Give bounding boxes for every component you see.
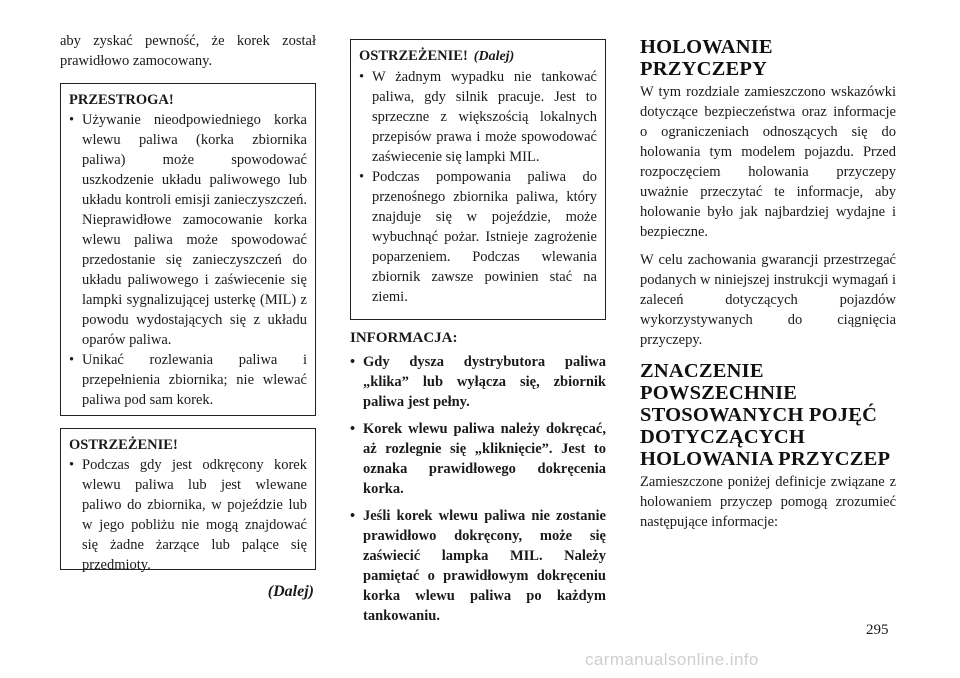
caution-list bbox=[69, 110, 307, 410]
section-heading-definitions: ZNACZENIE POWSZECHNIE STOSOWANYCH POJĘĆ DOTYCZĄCYCH HOLOWANIA PRZYCZEP bbox=[640, 360, 891, 470]
warning-box bbox=[60, 428, 316, 573]
warning-item: • W żadnym wypadku nie tankować paliwa, gdy silnik pracuje. Jest to sprzeczne z większością lokalnych przepisów prawa i może spowodować zaświecenie się lampki MIL. bbox=[359, 67, 597, 167]
warning-item: • Podczas gdy jest odkręcony korek wlewu paliwa lub jest wlewane paliwo do zbiornika, w pojeździe lub w jego pobliżu nie mogą znajdować się żadne żarzące lub palące się przedmioty. bbox=[69, 455, 307, 575]
warning-title: OSTRZEŻENIE! bbox=[69, 437, 178, 453]
caution-box bbox=[60, 83, 316, 416]
warning-list bbox=[69, 455, 307, 575]
continued-label: (Dalej) bbox=[267, 583, 314, 600]
info-title: INFORMACJA: bbox=[350, 330, 458, 346]
info-list bbox=[350, 352, 606, 626]
towing-paragraph: W tym rozdziale zamieszczono wskazówki dotyczące bezpieczeństwa oraz informacje o ograniczeniach odnoszących się do holowania tym modelem pojazdu. Przed rozpoczęciem holowania przyczepy uważnie przeczytać te informacje, aby holowanie było jak najbardziej wydajne i bezpieczne. bbox=[640, 84, 896, 240]
definitions-paragraph: Zamieszczone poniżej definicje związane z holowaniem przyczep pomogą zrozumieć następujące informacje: bbox=[640, 474, 896, 530]
caution-title: PRZESTROGA! bbox=[69, 92, 174, 108]
warning-item: • Podczas pompowania paliwa do przenośnego zbiornika paliwa, który znajduje się w pojeździe, może wybuchnąć pożar. Istnieje zagrożenie poparzeniem. Podczas wlewania zbiornik zawsze powinien stać na ziemi. bbox=[359, 167, 597, 307]
caution-item: • Unikać rozlewania paliwa i przepełnienia zbiornika; nie wlewać paliwa pod sam korek. bbox=[69, 350, 307, 410]
info-item: • Gdy dysza dystrybutora paliwa „klika” lub wyłącza się, zbiornik paliwa jest pełny. bbox=[350, 352, 606, 412]
warning-continued-label: (Dalej) bbox=[473, 49, 515, 64]
info-item: • Jeśli korek wlewu paliwa nie zostanie prawidłowo dokręcony, może się zaświecić lampka MIL. Należy pamiętać o prawidłowym dokręceniu korka wlewu paliwa po każdym tankowaniu. bbox=[350, 506, 606, 626]
warning-list bbox=[359, 67, 597, 307]
warning-title bbox=[359, 46, 597, 67]
warning-title-text: OSTRZEŻENIE! bbox=[359, 48, 468, 64]
warranty-paragraph: W celu zachowania gwarancji przestrzegać podanych w niniejszej instrukcji wymagań i zaleceń dotyczących pojazdów wykorzystywanych do ciągnięcia przyczepy. bbox=[640, 252, 896, 348]
section-heading-towing: HOLOWANIE PRZYCZEPY bbox=[640, 36, 773, 80]
intro-paragraph: aby zyskać pewność, że korek został prawidłowo zamocowany. bbox=[60, 33, 316, 69]
warning-box-continued bbox=[350, 39, 606, 320]
column-right bbox=[640, 0, 896, 532]
column-middle bbox=[350, 0, 606, 633]
watermark: carmanualsonline.info bbox=[585, 650, 759, 669]
caution-item: • Używanie nieodpowiedniego korka wlewu paliwa (korka zbiornika paliwa) może spowodować uszkodzenie układu paliwowego lub układu kontroli emisji zanieczyszczeń. Nieprawidłowe zamocowanie korka wlewu paliwa może spowodować przedostanie się zanieczyszczeń do układu paliwowego i zaświecenie się lampki sygnalizującej usterkę (MIL) z powodu wydostających się z układu oparów paliwa. bbox=[69, 110, 307, 350]
page-number: 295 bbox=[866, 622, 889, 638]
info-item: • Korek wlewu paliwa należy dokręcać, aż rozlegnie się „kliknięcie”. Jest to oznaka prawidłowego dokręcenia korka. bbox=[350, 419, 606, 499]
column-left bbox=[60, 0, 316, 573]
